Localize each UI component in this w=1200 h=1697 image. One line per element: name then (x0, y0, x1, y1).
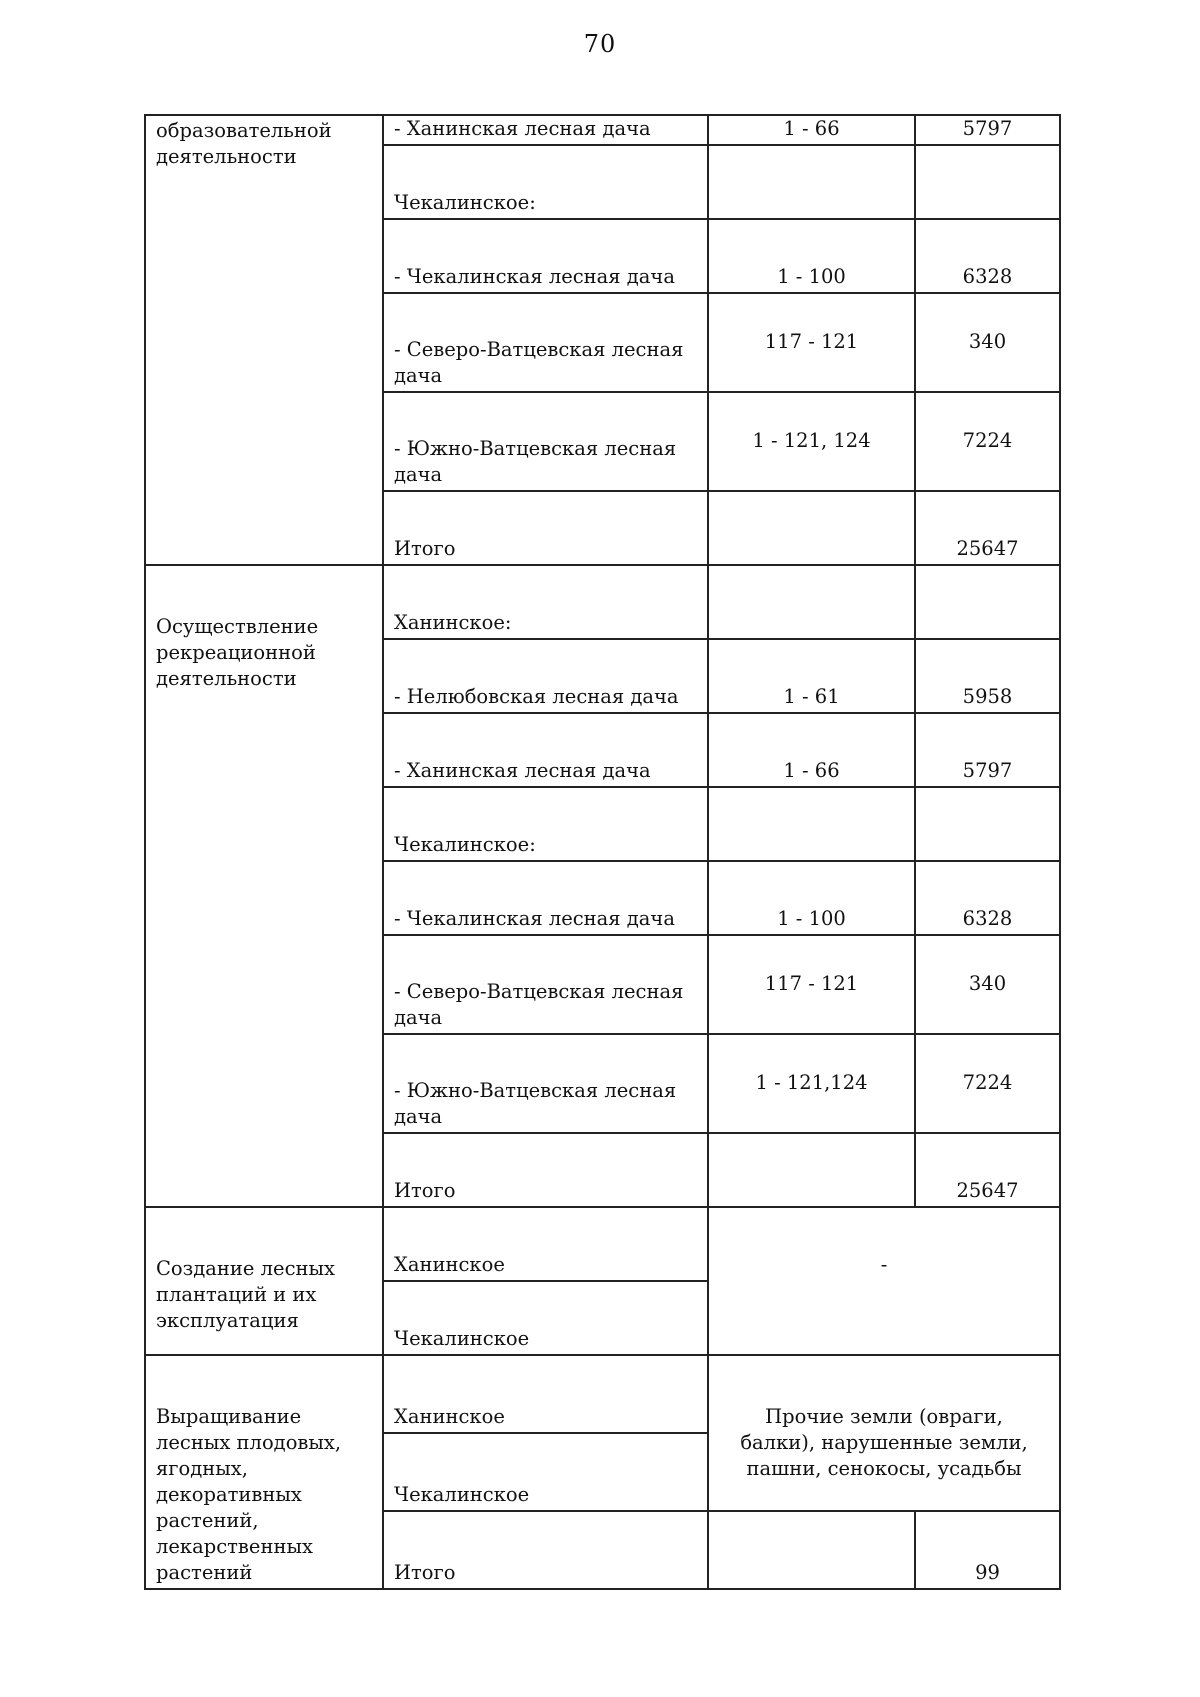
forest-name-cell: Чекалинское (383, 1433, 708, 1511)
forest-name-cell: - Северо-Ватцевская лесная дача (383, 293, 708, 392)
forest-name-cell: - Северо-Ватцевская лесная дача (383, 935, 708, 1034)
quarters-cell (708, 1511, 915, 1589)
table-row (145, 1207, 1060, 1281)
quarters-cell (708, 787, 915, 861)
forest-name-cell: Чекалинское: (383, 145, 708, 219)
quarters-cell (708, 145, 915, 219)
area-cell: 5958 (915, 639, 1060, 713)
area-cell: 25647 (915, 491, 1060, 565)
forest-name-cell: - Ханинская лесная дача (383, 115, 708, 145)
quarters-cell: 1 - 121, 124 (708, 392, 915, 491)
quarters-cell: 1 - 121,124 (708, 1034, 915, 1133)
forest-name-cell: Итого (383, 491, 708, 565)
area-cell: 340 (915, 935, 1060, 1034)
quarters-cell: 1 - 100 (708, 219, 915, 293)
forest-name-cell: - Нелюбовская лесная дача (383, 639, 708, 713)
quarters-cell (708, 491, 915, 565)
activity-cell: Выращивание лесных плодовых, ягодных, декоративных растений, лекарственных растений (145, 1355, 383, 1589)
quarters-cell: 1 - 66 (708, 115, 915, 145)
quarters-cell: 117 - 121 (708, 293, 915, 392)
area-cell: 6328 (915, 861, 1060, 935)
area-cell: 340 (915, 293, 1060, 392)
table-row (145, 1355, 1060, 1433)
merged-value-cell: - (708, 1207, 1060, 1355)
area-cell: 5797 (915, 115, 1060, 145)
table-row (145, 565, 1060, 639)
forest-name-cell: Чекалинское: (383, 787, 708, 861)
forest-name-cell: Итого (383, 1511, 708, 1589)
area-cell: 6328 (915, 219, 1060, 293)
forest-name-cell: Ханинское: (383, 565, 708, 639)
forest-name-cell: - Чекалинская лесная дача (383, 861, 708, 935)
forest-name-cell: - Ханинская лесная дача (383, 713, 708, 787)
activity-cell: Осуществление рекреационной деятельности (145, 565, 383, 1207)
area-cell: 5797 (915, 713, 1060, 787)
merged-value-cell: Прочие земли (овраги, балки), нарушенные земли, пашни, сенокосы, усадьбы (708, 1355, 1060, 1511)
activity-cell: образовательной деятельности (145, 115, 383, 565)
quarters-cell (708, 565, 915, 639)
quarters-cell: 1 - 66 (708, 713, 915, 787)
quarters-cell: 117 - 121 (708, 935, 915, 1034)
area-cell (915, 145, 1060, 219)
quarters-cell (708, 1133, 915, 1207)
quarters-cell: 1 - 100 (708, 861, 915, 935)
page-number: 70 (583, 30, 617, 58)
area-cell: 7224 (915, 1034, 1060, 1133)
forest-name-cell: Ханинское (383, 1355, 708, 1433)
forest-name-cell: - Чекалинская лесная дача (383, 219, 708, 293)
activity-cell: Создание лесных плантаций и их эксплуатация (145, 1207, 383, 1355)
area-cell: 25647 (915, 1133, 1060, 1207)
forest-name-cell: - Южно-Ватцевская лесная дача (383, 392, 708, 491)
area-cell: 99 (915, 1511, 1060, 1589)
forest-name-cell: Ханинское (383, 1207, 708, 1281)
quarters-cell: 1 - 61 (708, 639, 915, 713)
area-cell: 7224 (915, 392, 1060, 491)
forest-name-cell: - Южно-Ватцевская лесная дача (383, 1034, 708, 1133)
forest-name-cell: Чекалинское (383, 1281, 708, 1355)
forest-areas-table (144, 114, 1061, 1590)
forest-name-cell: Итого (383, 1133, 708, 1207)
area-cell (915, 565, 1060, 639)
table-row (145, 115, 1060, 145)
area-cell (915, 787, 1060, 861)
